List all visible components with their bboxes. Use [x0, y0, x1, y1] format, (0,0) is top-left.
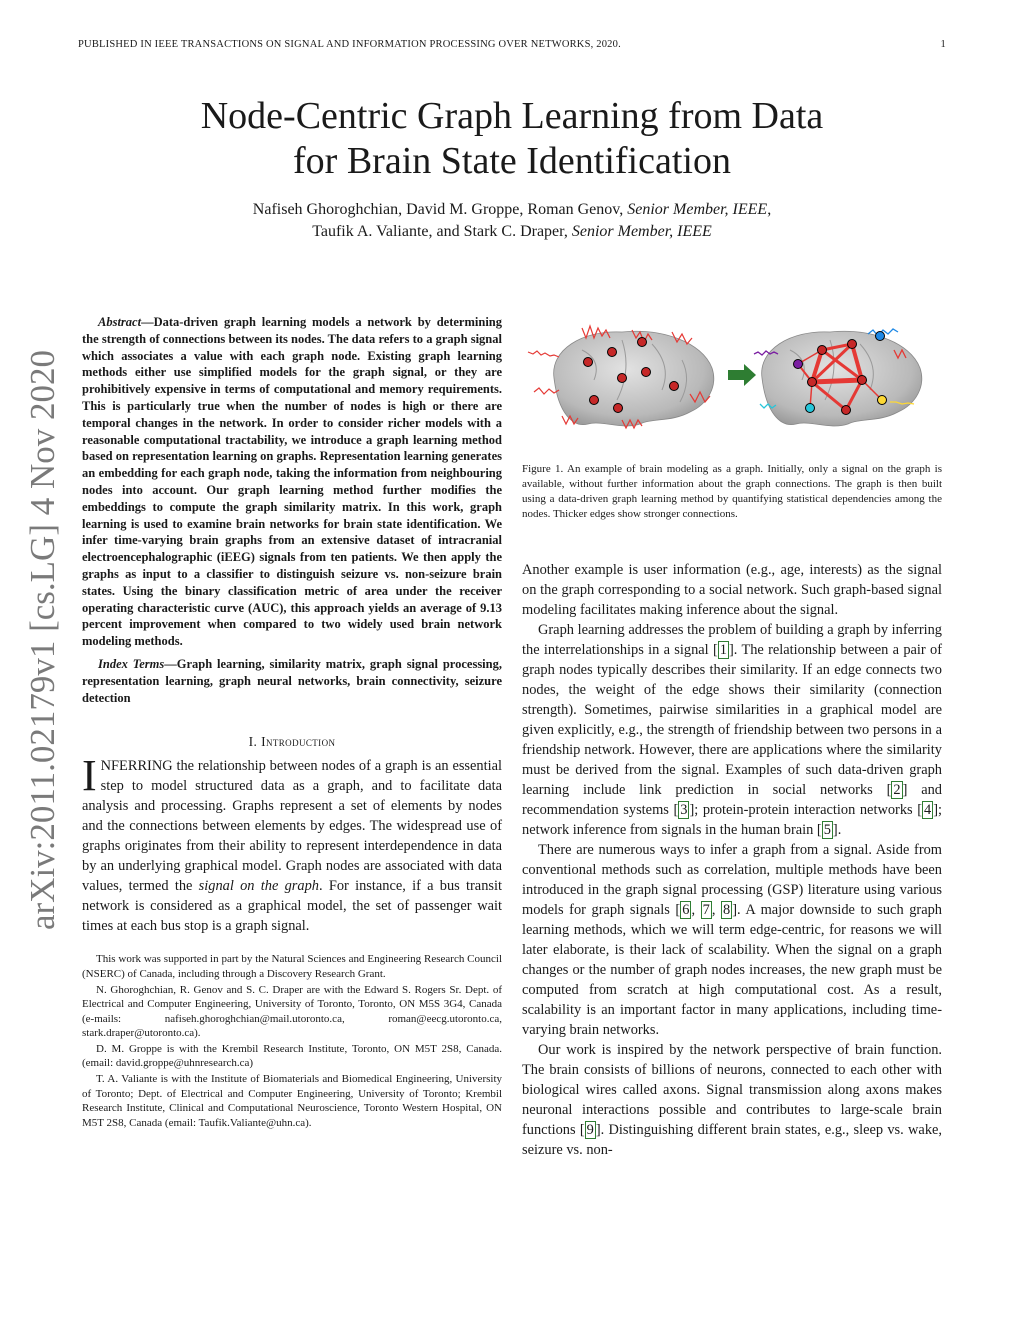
p4-text-b: ]. Distinguishing different brain states, e.g., sleep vs. wake, seizure vs. non- — [522, 1122, 942, 1158]
section-title: Introduction — [261, 734, 336, 750]
citation-link[interactable]: 9 — [586, 1122, 594, 1138]
graph-node — [670, 382, 679, 391]
citation-link[interactable]: 7 — [702, 902, 710, 918]
graph-node — [590, 396, 599, 405]
graph-node — [818, 346, 827, 355]
author-list — [112, 199, 912, 243]
lead-caps: NFERRING — [100, 758, 173, 775]
citation-link[interactable]: 4 — [924, 802, 932, 818]
index-terms-text: —Graph learning, similarity matrix, graph signal processing, representation learning, graph neural networks, brain connectivity, seizure detection — [82, 656, 502, 705]
dropcap: I — [82, 751, 97, 801]
title-line-1: Node-Centric Graph Learning from Data — [200, 95, 824, 137]
arxiv-stamp[interactable]: arXiv:2011.02179v1 [cs.LG] 4 Nov 2020 — [23, 349, 62, 931]
graph-node — [808, 378, 817, 387]
graph-node — [878, 396, 887, 405]
index-terms — [82, 656, 502, 706]
author-names-1: Nafiseh Ghoroghchian, David M. Groppe, Roman Genov, — [252, 201, 628, 218]
intro-paragraph — [82, 751, 502, 936]
author-role-2: Senior Member, IEEE — [571, 223, 712, 240]
title-line-2: for Brain State Identification — [293, 140, 731, 182]
citation-link[interactable]: 8 — [723, 902, 731, 918]
citation-link[interactable]: 1 — [719, 642, 727, 658]
figure-1 — [522, 320, 942, 438]
footnote-affiliation-2: D. M. Groppe is with the Krembil Research Institute, Toronto, ON M5T 2S8, Canada. (email: david.groppe@uhnresearch.ca) — [82, 1042, 502, 1070]
page-number: 1 — [940, 39, 946, 50]
graph-node — [842, 406, 851, 415]
section-heading — [82, 734, 502, 750]
graph-node — [848, 340, 857, 349]
author-names-2: Taufik A. Valiante, and Stark C. Draper, — [312, 223, 572, 240]
citation-link[interactable]: 6 — [682, 902, 690, 918]
p2-text-d: ]; protein-protein interaction networks [ — [689, 802, 922, 818]
section-number: I. — [248, 734, 258, 750]
author-line-1 — [112, 199, 912, 221]
abstract-label: Abstract — [98, 315, 142, 329]
left-column — [82, 314, 502, 1131]
p2-text-c: ] and recommendation systems [ — [522, 782, 942, 818]
footnote-affiliation-3: T. A. Valiante is with the Institute of Biomaterials and Biomedical Engineering, University of Toronto; Dept. of Electrical and Computer Engineering, University of Toronto; Krembil Research Institute, Clinical and Computational Neuroscience, Toronto Western Hospital, ON M5T 2S8, Canada (email: Taufik.Valiante@uhn.ca). — [82, 1073, 502, 1129]
author-role-1: Senior Member, IEEE — [627, 201, 768, 218]
graph-node — [794, 360, 803, 369]
graph-node — [608, 348, 617, 357]
graph-node — [618, 374, 627, 383]
citation-link[interactable]: 5 — [823, 822, 831, 838]
paragraph-1: Another example is user information (e.g., age, interests) as the signal on the graph corresponding to a social network. Such graph-based signal modeling facilitates making inference about the signal. — [522, 562, 942, 618]
paragraph-3 — [522, 840, 942, 1040]
graph-node — [638, 338, 647, 347]
graph-node — [614, 404, 623, 413]
brain-left — [554, 331, 714, 426]
right-column — [522, 320, 942, 1160]
arrow-icon — [728, 364, 756, 386]
footnotes — [82, 952, 502, 1130]
p3-text-b: ]. A major downside to such graph learning methods, which we will term edge-centric, for reasons we will later elaborate, is their lack of scalability. When the signal on a graph changes or the number of graph nodes increases, the new graph must be computed from scratch at high computational cost. As a result, scalability is an important factor in many applications, including time-varying brain networks. — [522, 902, 942, 1038]
citation-sep: , — [711, 902, 722, 918]
p2-text-a: Graph learning addresses the problem of building a graph by inferring the interrelationships in a signal [ — [522, 622, 942, 658]
paper-title — [112, 94, 912, 184]
graph-node — [858, 376, 867, 385]
citation-link[interactable]: 2 — [893, 782, 901, 798]
graph-node — [584, 358, 593, 367]
p2-text-b: ]. The relationship between a pair of graph nodes typically describes their similarity. If an edge connects two nodes, the weight of the edge shows their similarity (connection strength). Sometimes, pairwise similarities in a graphical model are given explicitly, e.g., the strength of friendship between two persons in a friendship network. However, there are applications where the similarity must be derived from the signal. Examples of such data-driven graph learning include link prediction in social networks [ — [522, 642, 942, 798]
abstract-text: —Data-driven graph learning models a network by determining the strength of connections between its nodes. The data refers to a graph signal which associates a value with each graph node. Existing graph learning methods either use simplified models for the graph signal, or they are prohibitively expensive in terms of computational and memory requirements. This is particularly true when the number of nodes is high or there are temporal changes in the network. In order to consider richer models with a reasonable computational tractability, we introduce a graph learning method based on representation learning on graphs. Representation learning generates an embedding for each graph node, taking the information from neighbouring nodes into account. Our graph learning method further modifies the embeddings to compute the graph similarity matrix. In this work, graph learning is used to examine brain networks for brain state identification. We infer time-varying brain graphs from an extensive dataset of intracranial electroencephalographic (iEEG) signals from ten patients. We then apply the graphs as input to a classifier to distinguish seizure vs. non-seizure brain states. Using the binary classification metric of area under the receiver operating characteristic curve (AUC), this approach yields an average of 9.13 percent improvement when compared to two widely used brain network modeling methods. — [82, 315, 502, 649]
author-end-1: , — [767, 201, 772, 218]
figure-1-caption: Figure 1. An example of brain modeling as a graph. Initially, only a signal on the graph is available, without further information about the graph connections. The graph is then built using a data-driven graph learning method by quantifying statistical dependencies among the nodes. Thicker edges show stronger connections. — [522, 463, 942, 520]
paragraph-4 — [522, 1040, 942, 1160]
graph-node — [806, 404, 815, 413]
footnote-funding: This work was supported in part by the Natural Sciences and Engineering Research Council (NSERC) of Canada, including through a Discovery Research Grant. — [82, 953, 502, 980]
citation-sep: , — [691, 902, 701, 918]
journal-line: PUBLISHED IN IEEE TRANSACTIONS ON SIGNAL AND INFORMATION PROCESSING OVER NETWORKS, 2020. — [78, 39, 621, 50]
intro-emphasis: signal on the graph — [198, 878, 319, 895]
abstract — [82, 314, 502, 650]
intro-text-a: the relationship between nodes of a graph is an essential step to model structured data as a graph, and to facilitate data analysis and processing. Graphs represent a set of elements by nodes and the connections between elements by edges. The widespread use of graphs originates from their ability to represent interdependence in data by an underlying graphical model. Graph nodes are associated with data values, termed the — [82, 758, 502, 895]
author-line-2 — [112, 221, 912, 243]
intro-text-b: . For instance, if a bus transit network is considered as a graphical model, the set of passenger wait times at each bus stop is a graph signal. — [82, 878, 502, 935]
running-head — [78, 39, 946, 50]
p2-text-f: ]. — [832, 822, 842, 838]
footnote-affiliation-1: N. Ghoroghchian, R. Genov and S. C. Draper are with the Edward S. Rogers Sr. Dept. of Electrical and Computer Engineering, University of Toronto, Toronto, ON M5S 3G4, Canada (e-mails: nafiseh.ghoroghchian@mail.utoronto.ca, roman@eecg.utoronto.ca, stark.draper@utoronto.ca). — [82, 983, 502, 1040]
p3-text-a: There are numerous ways to infer a graph from a signal. Aside from conventional methods such as correlation, multiple methods have been introduced in the graph signal processing (GSP) literature using various models for graph signals [ — [522, 842, 942, 918]
p4-text-a: Our work is inspired by the network perspective of brain function. The brain consists of billions of neurons, connected to each other with biological wires called axons. Signal transmission along axons makes neuronal interactions possible and contributes to large-scale brain functions [ — [522, 1042, 942, 1138]
citation-link[interactable]: 3 — [680, 802, 688, 818]
paragraph-2 — [522, 620, 942, 840]
index-terms-label: Index Terms — [98, 656, 165, 671]
right-body — [522, 560, 942, 1160]
brain-graph-illustration — [522, 320, 942, 438]
graph-node — [876, 332, 885, 341]
p2-text-e: ]; network inference from signals in the human brain [ — [522, 802, 942, 838]
graph-node — [642, 368, 651, 377]
